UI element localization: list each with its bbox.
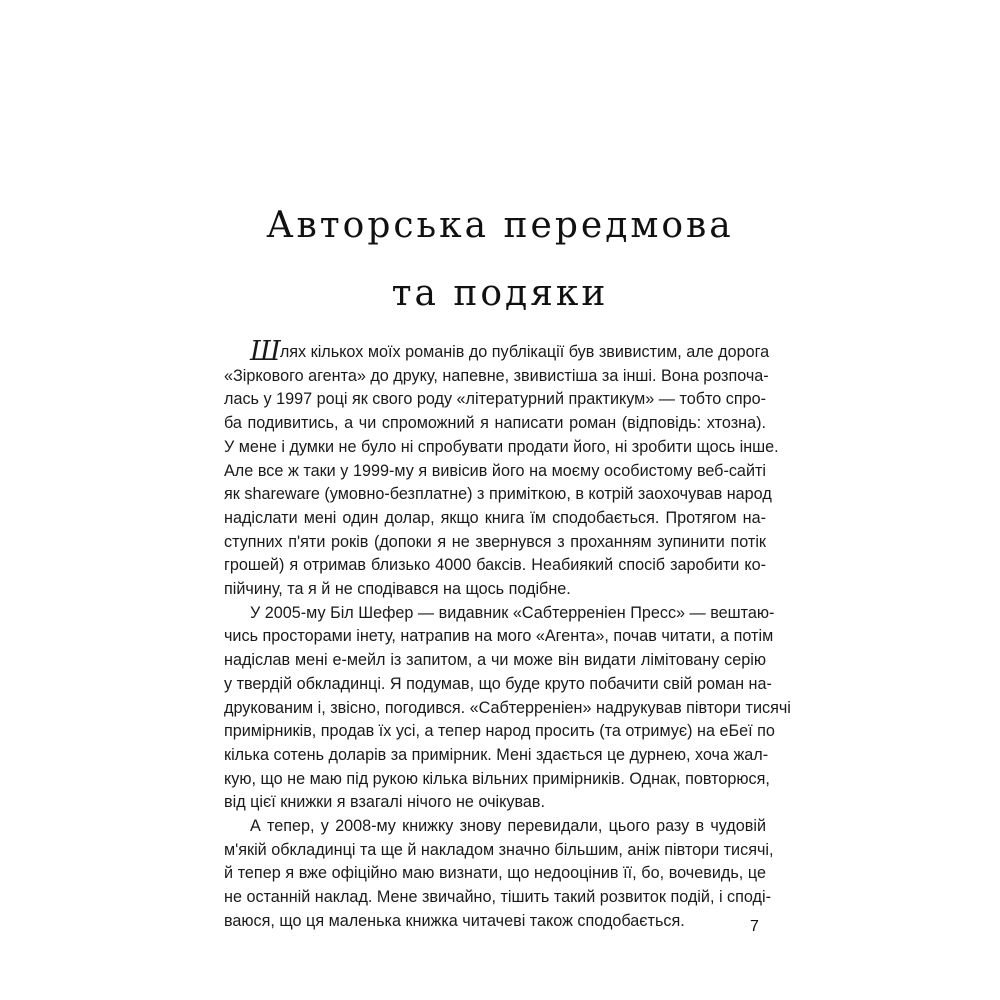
text-line: ба подивитись, а чи спроможний я написати роман (відповідь: хтозна). xyxy=(224,414,766,433)
drop-cap: Ш xyxy=(250,336,280,367)
text-line: надіслати мені один долар, якщо книга їм сподобається. Протягом на- xyxy=(224,508,766,527)
text-line: примірників, продав їх усі, а тепер народ просить (та отримує) на еБеї по xyxy=(224,722,775,741)
text-line: у твердій обкладинці. Я подумав, що буде круто побачити свій роман на- xyxy=(224,674,772,693)
text-line: надіслав мені е-мейл із запитом, а чи може він видати лімітовану серію xyxy=(224,651,766,670)
text-line: від цієї книжки я взагалі нічого не очікував. xyxy=(224,793,545,812)
text-line: кую, що не маю під рукою кілька вільних примірників. Однак, повторюся, xyxy=(224,769,770,788)
text-line: кілька сотень доларів за примірник. Мені здається це дурнею, хоча жал- xyxy=(224,745,769,764)
chapter-title-line-2: та подяки xyxy=(391,273,609,314)
paragraph-2 xyxy=(224,602,791,815)
text-line: друкованим і, звісно, погодився. «Сабтерреніен» надрукував півтори тисячі xyxy=(224,698,791,717)
text-line: ваюся, що ця маленька книжка читачеві також сподобається. xyxy=(224,911,685,930)
text-line: А тепер, у 2008-му книжку знову перевидали, цього разу в чудовій xyxy=(250,817,766,836)
text-line: чись просторами інету, натрапив на мого «Агента», почав читати, а потім xyxy=(224,627,774,646)
paragraph-1 xyxy=(224,336,779,602)
text-line: й тепер я вже офіційно маю визнати, що недооцінив її, бо, вочевидь, це xyxy=(224,864,766,883)
page-number: 7 xyxy=(750,918,759,935)
text-line: грошей) я отримав близько 4000 баксів. Неабиякий спосіб заробити ко- xyxy=(224,556,766,575)
text-line: У мене і думки не було ні спробувати продати його, ні зробити щось інше. xyxy=(224,437,779,456)
text-line: «Зіркового агента» до друку, напевне, звивистіша за інші. Вона розпоча- xyxy=(224,366,769,385)
text-line: ступних п'яти років (допоки я не звернувся з проханням зупинити потік xyxy=(224,532,766,551)
chapter-title-line-1: Авторська передмова xyxy=(266,205,734,246)
text-line: пійчину, та я й не сподівався на щось подібне. xyxy=(224,580,571,599)
body-text xyxy=(224,336,791,934)
text-line-rest: лях кількох моїх романів до публікації був звивистим, але дорога xyxy=(279,343,770,361)
text-line: м'якій обкладинці та ще й накладом значно більшим, аніж півтори тисячі, xyxy=(224,840,774,859)
text-line: Але все ж таки у 1999-му я вивісив його на моєму особистому веб-сайті xyxy=(224,461,766,480)
text-line xyxy=(224,336,770,367)
text-line: не останній наклад. Мене звичайно, тішить такий розвиток подій, і сподi- xyxy=(224,888,771,907)
text-line: лась у 1997 році як свого роду «літературний практикум» — тобто спро- xyxy=(224,390,766,409)
text-line: У 2005-му Біл Шефер — видавник «Сабтерреніен Пресс» — вештаю- xyxy=(250,603,775,622)
paragraph-3 xyxy=(224,815,774,934)
text-line: як shareware (умовно-безплатне) з приміткою, в котрій заохочував народ xyxy=(224,485,772,504)
